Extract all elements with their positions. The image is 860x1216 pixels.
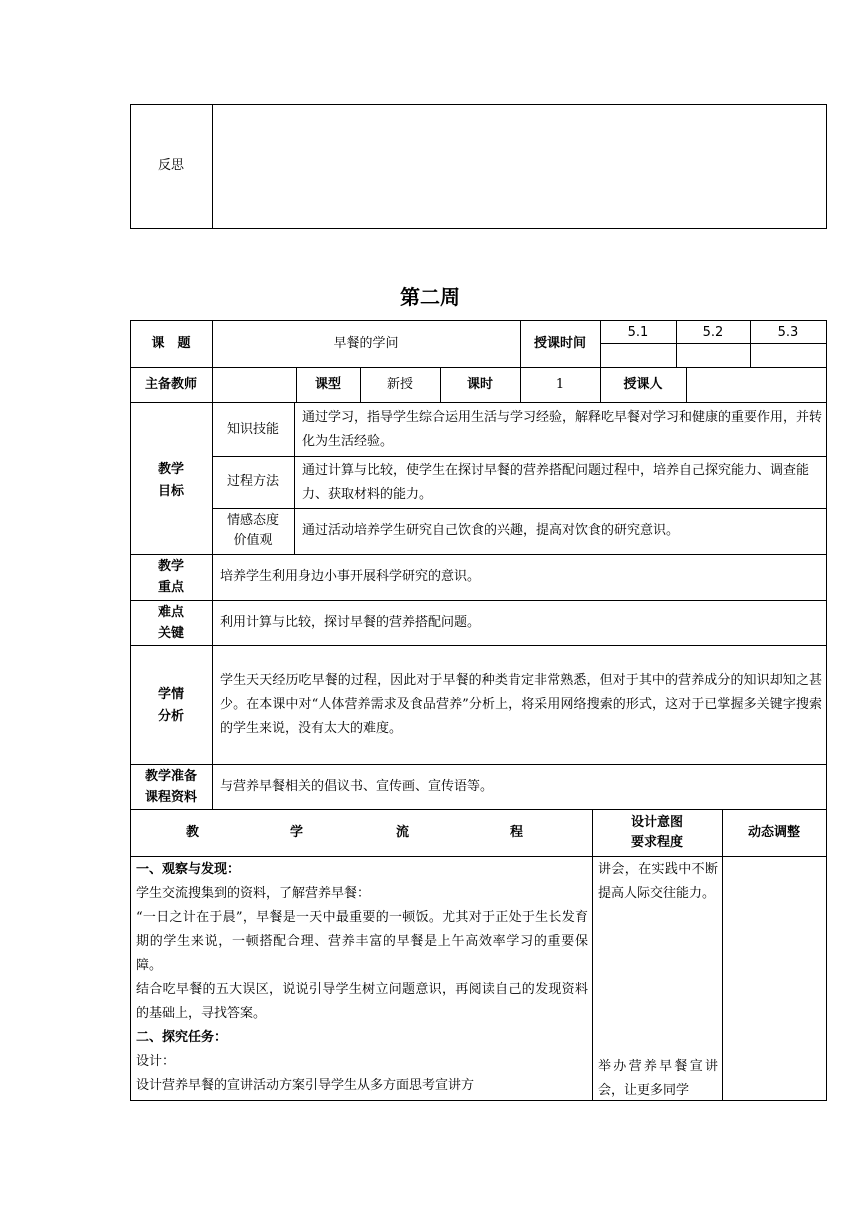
- hours-label: 课时: [466, 377, 493, 392]
- section-explore-design-text: 设计营养早餐的宣讲活动方案引导学生从多方面思考宣讲方: [136, 1078, 475, 1093]
- lecturer-label: 授课人: [623, 377, 663, 392]
- objective-knowledge-text: 通过学习，指导学生综合运用生活与学习经验，解释吃早餐对学习和健康的重要作用，并转化为生活经验。: [302, 410, 823, 449]
- section-explore-design-label: 设计：: [136, 1054, 176, 1069]
- teacher-label: 主备教师: [144, 377, 197, 392]
- flow-content: [136, 858, 588, 1098]
- section-explore-title: 二、探究任务：: [136, 1030, 228, 1045]
- time-label: 授课时间: [533, 336, 586, 351]
- difficulty-label: 难点 关键: [157, 605, 184, 641]
- design-intent-1: 讲会，在实践中不断提高人际交往能力。: [598, 862, 718, 901]
- objectives-label: 教学 目标: [157, 462, 184, 499]
- reflection-label: 反思: [157, 158, 184, 173]
- objective-attitude-label: 情感态度 价值观: [226, 513, 279, 548]
- design-intent-header: 设计意图 要求程度: [630, 815, 683, 850]
- section-observe-tail: 结合吃早餐的五大误区，说说引导学生树立问题意识，再阅读自己的发现资料的基础上，寻找答案。: [136, 982, 588, 1021]
- focus-label: 教学 重点: [157, 559, 184, 595]
- date-1: 5.1: [627, 325, 649, 340]
- design-intent-2: 举办营养早餐宣讲会，让更多同学: [598, 1059, 718, 1098]
- objective-attitude-text: 通过活动培养学生研究自己饮食的兴趣，提高对饮食的研究意识。: [302, 523, 680, 538]
- focus-text: 培养学生利用身边小事开展科学研究的意识。: [220, 569, 481, 584]
- page-title: 第二周: [400, 285, 460, 309]
- hours-value: 1: [555, 377, 565, 392]
- dynamic-adjust-header: 动态调整: [747, 825, 800, 840]
- objective-knowledge-label: 知识技能: [226, 422, 279, 437]
- date-3: 5.3: [777, 325, 799, 340]
- flow-header-char-4: 程: [510, 825, 524, 840]
- objective-process-label: 过程方法: [226, 474, 279, 489]
- prep-text: 与营养早餐相关的倡议书、宣传画、宣传语等。: [220, 779, 494, 794]
- section-observe-title: 一、观察与发现：: [136, 862, 241, 877]
- date-2: 5.2: [702, 325, 724, 340]
- analysis-text: 学生天天经历吃早餐的过程，因此对于早餐的种类肯定非常熟悉，但对于其中的营养成分的知识却知之甚少。在本课中对“人体营养需求及食品营养”分析上，将采用网络搜索的形式，这对于已掌握多关键字搜索的学生来说，没有太大的难度。: [220, 673, 822, 736]
- flow-header-char-2: 学: [290, 825, 304, 840]
- type-value: 新授: [386, 377, 413, 392]
- objective-process-text: 通过计算与比较，使学生在探讨早餐的营养搭配问题过程中，培养自己探究能力、调查能力、获取材料的能力。: [302, 463, 810, 502]
- section-observe-body: 学生交流搜集到的资料，了解营养早餐：: [136, 886, 371, 901]
- flow-header-char-3: 流: [396, 825, 410, 840]
- topic-value: 早餐的学问: [333, 336, 399, 351]
- difficulty-text: 利用计算与比较，探讨早餐的营养搭配问题。: [220, 615, 481, 630]
- flow-header-char-1: 教: [186, 825, 200, 840]
- type-label: 课型: [314, 377, 341, 392]
- analysis-label: 学情 分析: [157, 687, 184, 724]
- section-observe-quote: “一日之计在于晨”，早餐是一天中最重要的一顿饭。尤其对于正处于生长发育期的学生来说，一顿搭配合理、营养丰富的早餐是上午高效率学习的重要保障。: [136, 910, 588, 973]
- topic-label: 课 题: [151, 336, 191, 351]
- prep-label: 教学准备 课程资料: [144, 769, 197, 805]
